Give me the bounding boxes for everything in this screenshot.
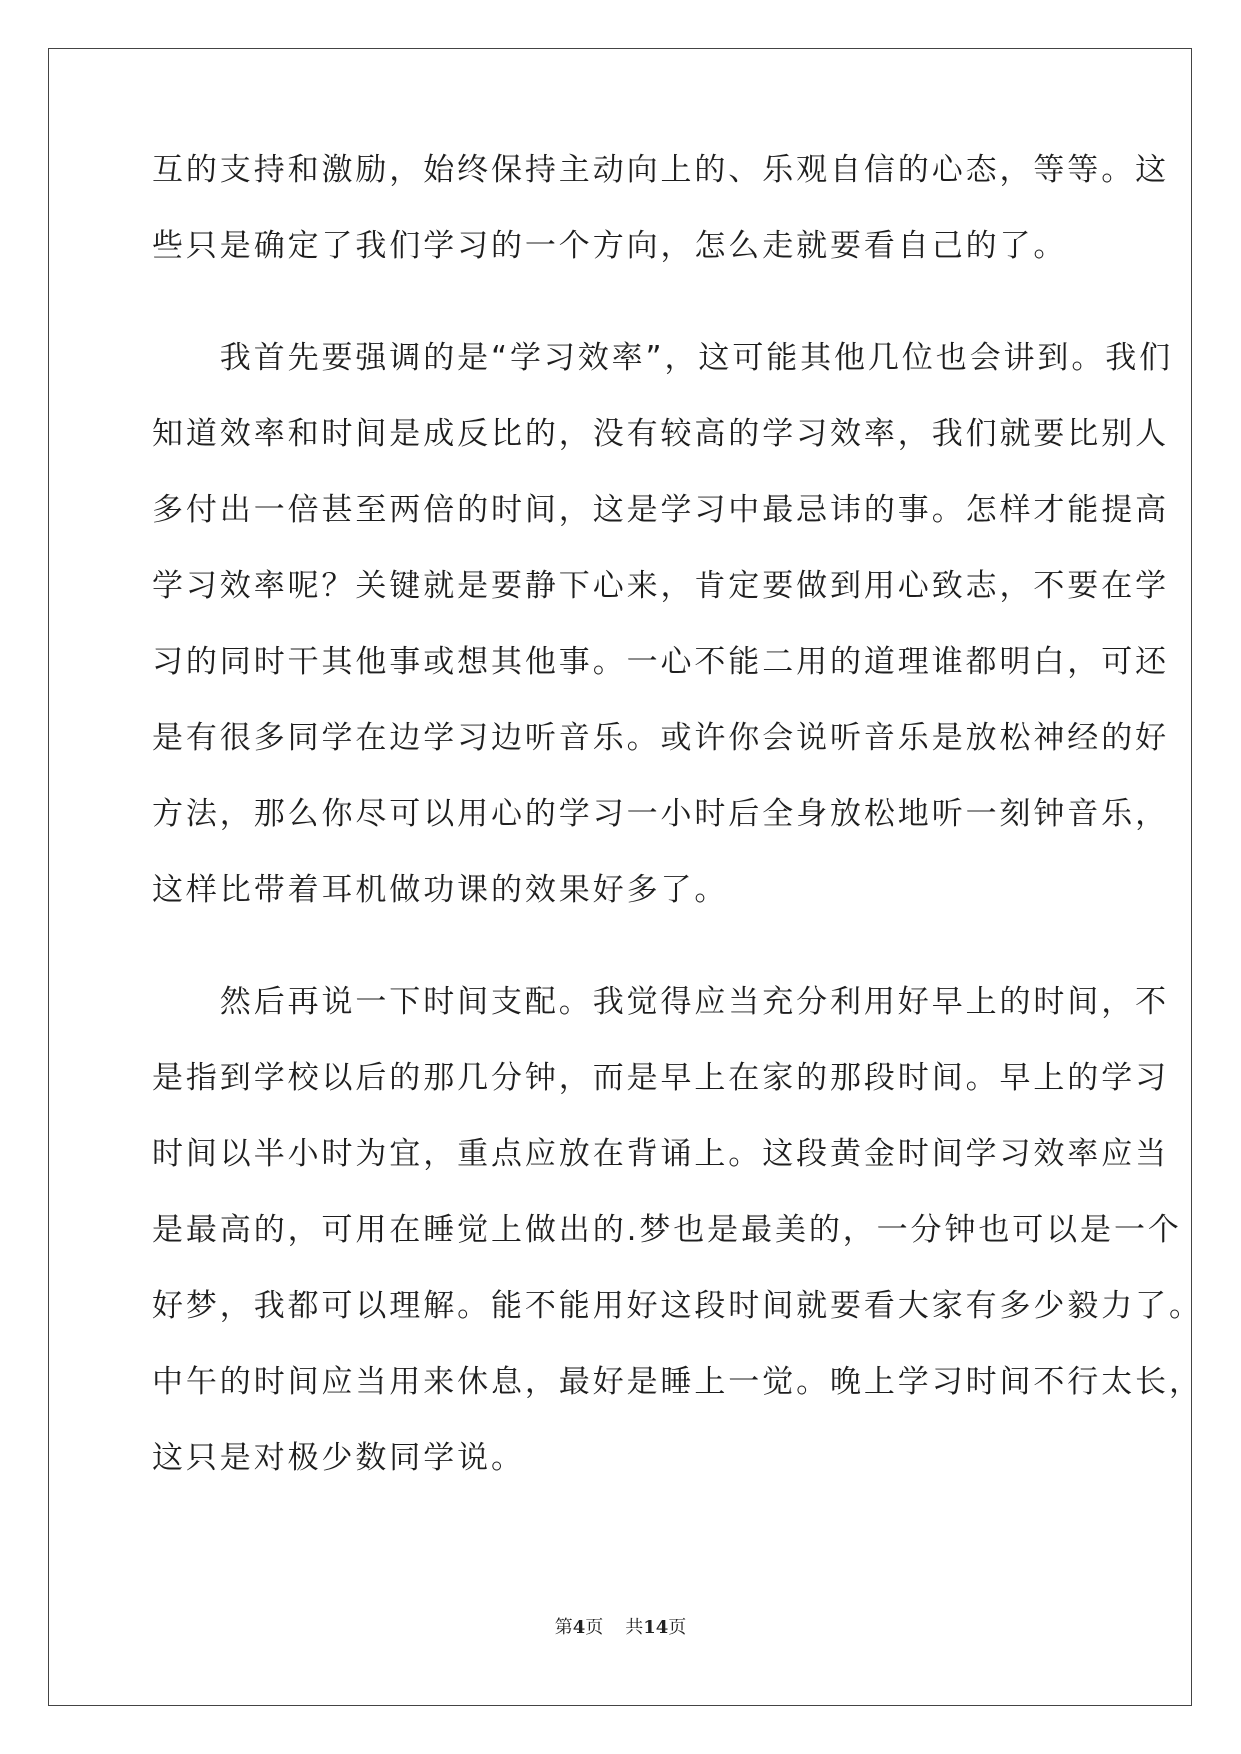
total-suffix: 页	[668, 1617, 687, 1638]
body-text-line: 是最高的，可用在睡觉上做出的.梦也是最美的，一分钟也可以是一个	[152, 1212, 1182, 1248]
body-text-line: 多付出一倍甚至两倍的时间，这是学习中最忌讳的事。怎样才能提高	[152, 492, 1169, 528]
body-text-line: 习的同时干其他事或想其他事。一心不能二用的道理谁都明白，可还	[152, 644, 1169, 680]
body-text-line: 时间以半小时为宜，重点应放在背诵上。这段黄金时间学习效率应当	[152, 1136, 1169, 1172]
body-text-line: 这样比带着耳机做功课的效果好多了。	[152, 872, 729, 908]
body-text-line: 知道效率和时间是成反比的，没有较高的学习效率，我们就要比别人	[152, 416, 1169, 452]
page-number: 4	[572, 1617, 586, 1638]
body-text-line: 然后再说一下时间支配。我觉得应当充分利用好早上的时间，不	[152, 984, 1169, 1020]
body-text-line: 这只是对极少数同学说。	[152, 1440, 525, 1476]
page-prefix: 第	[554, 1617, 573, 1638]
body-text-line: 好梦，我都可以理解。能不能用好这段时间就要看大家有多少毅力了。	[152, 1288, 1203, 1324]
body-text-line: 中午的时间应当用来休息，最好是睡上一觉。晚上学习时间不行太长，	[152, 1364, 1203, 1400]
body-text-line: 互的支持和激励，始终保持主动向上的、乐观自信的心态，等等。这	[152, 152, 1169, 188]
page-footer	[0, 1616, 1241, 1640]
page-suffix: 页	[585, 1617, 604, 1638]
body-text-line: 学习效率呢？关键就是要静下心来，肯定要做到用心致志，不要在学	[152, 568, 1169, 604]
body-text-line: 是指到学校以后的那几分钟，而是早上在家的那段时间。早上的学习	[152, 1060, 1169, 1096]
body-text-line: 我首先要强调的是“学习效率”，这可能其他几位也会讲到。我们	[152, 340, 1174, 376]
total-prefix: 共	[625, 1617, 644, 1638]
body-text-line: 是有很多同学在边学习边听音乐。或许你会说听音乐是放松神经的好	[152, 720, 1169, 756]
body-text-line: 些只是确定了我们学习的一个方向，怎么走就要看自己的了。	[152, 228, 1068, 264]
body-text-line: 方法，那么你尽可以用心的学习一小时后全身放松地听一刻钟音乐，	[152, 796, 1169, 832]
total-pages: 14	[643, 1617, 669, 1638]
